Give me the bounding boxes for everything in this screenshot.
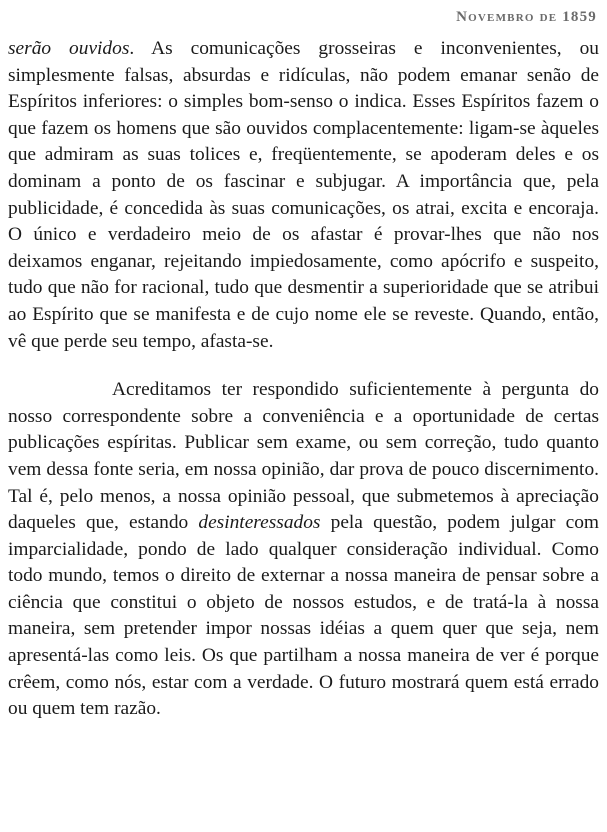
paragraph-2-text-start: Acreditamos ter respondido suficientemente à pergunta do nosso correspondente sobre a conveniência e a oportunidade de certas publicações espíritas. Publicar sem exame, ou sem correção, tudo quanto vem dessa fonte seria, em nossa opinião, dar prova de pouco discernimento. Tal é, pelo menos, a nossa opinião pessoal, que submetemos à apreciação daqueles que, estando [8, 379, 599, 534]
running-header: Novembro de 1859 [456, 9, 597, 25]
italic-word: desinteressados [198, 512, 321, 534]
paragraph-1-text: . As comunicações grosseiras e inconvenientes, ou simplesmente falsas, absurdas e ridículas, não podem emanar senão de Espíritos inferiores: o simples bom-senso o indica. Esses Espíritos fazem o que fazem os homens que são ouvidos complacentemente: ligam-se àqueles que admiram as suas tolices e, freqüentemente, se apoderam deles e os dominam a ponto de os fascinar e subjugar. A importância que, pela publicidade, é concedida às suas comunicações, os atrai, excita e encoraja. O único e verdadeiro meio de os afastar é provar-lhes que não nos deixamos enganar, rejeitando impiedosamente, como apócrifo e suspeito, tudo que não for racional, tudo que desmentir a superioridade que se atribui ao Espírito que se manifesta e de cujo nome ele se reveste. Quando, então, vê que perde seu tempo, afasta-se. [8, 38, 599, 352]
paragraph-1 [8, 36, 599, 355]
italic-phrase: serão ouvidos [8, 38, 130, 59]
paragraph-2 [8, 377, 599, 723]
paragraph-2-text-end: pela questão, podem julgar com imparcialidade, pondo de lado qualquer consideração individual. Como todo mundo, temos o direito de externar a nossa maneira de pensar sobre a ciência que constitui o objeto de nossos estudos, e de tratá-la à nossa maneira, sem pretender impor nossas idéias a quem quer que seja, nem apresentá-las como leis. Os que partilham a nossa maneira de ver é porque crêem, como nós, estar com a verdade. O futuro mostrará quem está errado ou quem tem razão. [8, 512, 599, 720]
document-page [8, 6, 599, 826]
